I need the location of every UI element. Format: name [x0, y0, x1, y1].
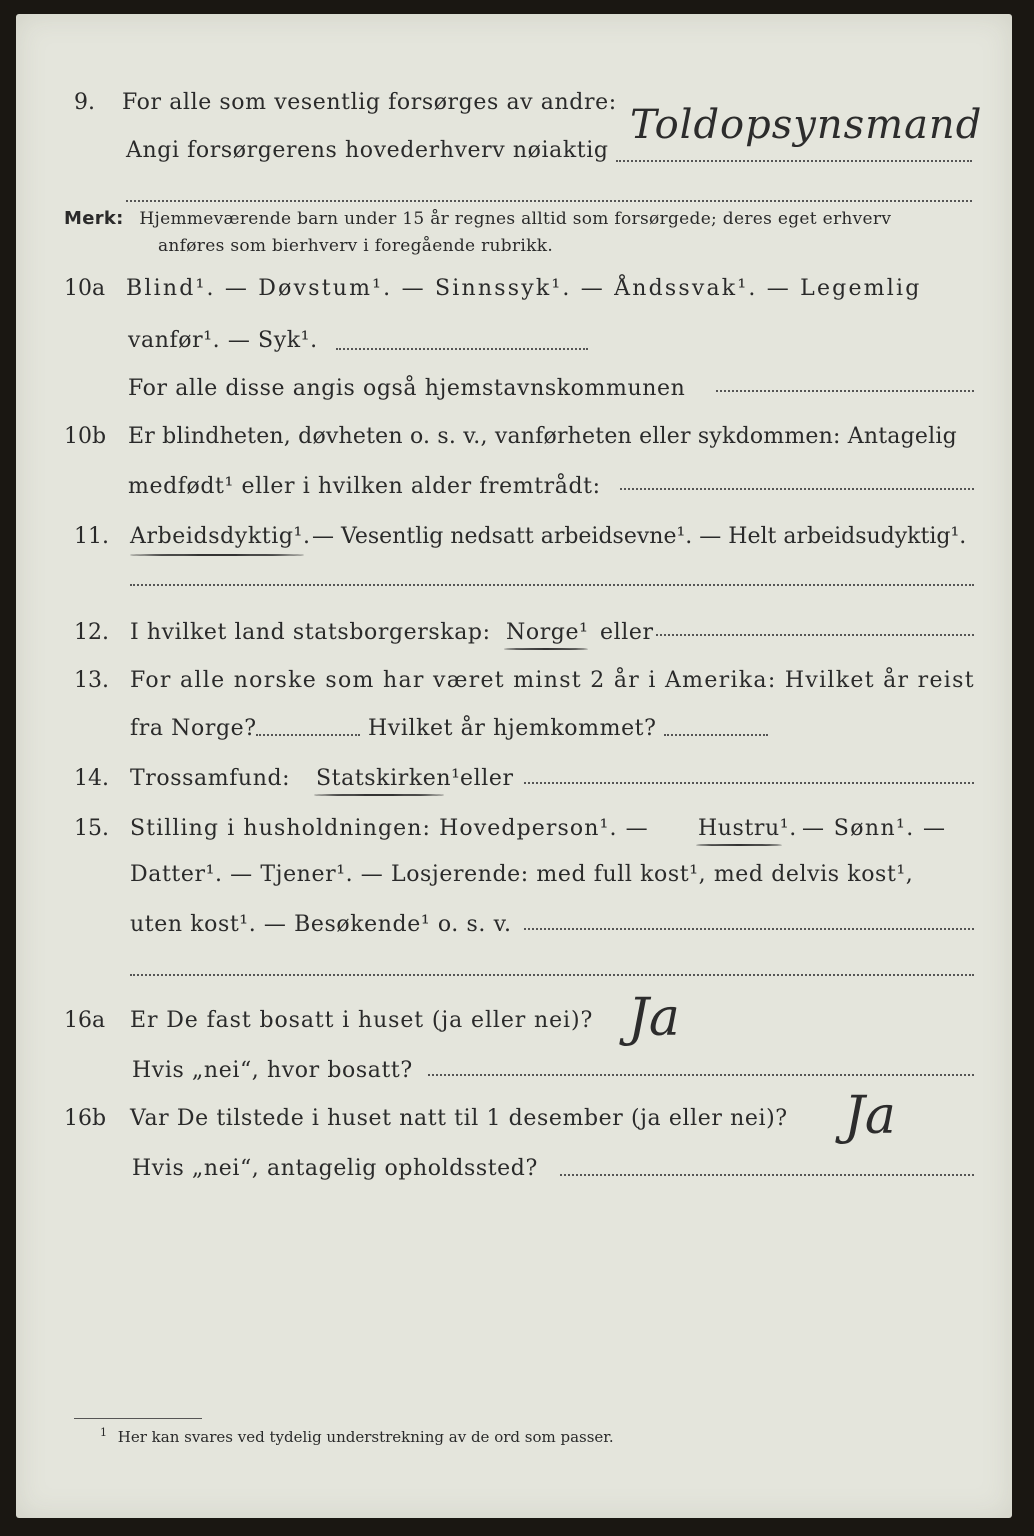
q14-post: eller — [460, 766, 514, 791]
q15-answer-line — [524, 928, 974, 930]
q12-opt-norge: Norge¹ — [506, 620, 589, 645]
q13-reist: fra Norge? — [130, 716, 257, 741]
q16a-line1: Er De fast bosatt i huset (ja eller nei)? — [130, 1008, 594, 1033]
q15-opt-hustru: Hustru¹. — [698, 816, 797, 841]
q11-number: 11. — [74, 524, 109, 549]
q10a-number: 10a — [64, 276, 106, 301]
q12-underline — [504, 648, 588, 650]
q10a-line2: vanfør¹. — Syk¹. — [128, 328, 318, 353]
q12-answer-line — [656, 634, 974, 636]
q11-rest: — Vesentlig nedsatt arbeidsevne¹. — Helt arbeidsudyktig¹. — [312, 524, 967, 549]
q16b-line2: Hvis „nei“, antagelig opholdssted? — [132, 1156, 538, 1181]
q10b-answer-line — [620, 488, 974, 490]
q13-number: 13. — [74, 668, 109, 693]
q14-opt-statskirken: Statskirken¹ — [316, 766, 461, 791]
q10b-line2: medfødt¹ eller i hvilken alder fremtrådt: — [128, 474, 601, 499]
q13-line1: For alle norske som har været minst 2 år i Amerika: Hvilket år reist — [130, 668, 975, 693]
q9-number: 9. — [74, 90, 95, 115]
q9-extra-line — [126, 200, 972, 202]
q13-hjemkommet-line — [664, 734, 768, 736]
q15-extra-line — [130, 974, 974, 976]
q16a-number: 16a — [64, 1008, 106, 1033]
q14-pre: Trossamfund: — [130, 766, 291, 791]
merk-label: Merk: — [64, 208, 124, 229]
footnote — [100, 1426, 614, 1446]
q16a-handwritten-answer: Ja — [628, 988, 680, 1048]
q15-line1b: — Sønn¹. — — [802, 816, 947, 841]
q9-handwritten-answer: Toldopsynsmand — [630, 102, 983, 148]
q9-line2: Angi forsørgerens hovederhverv nøiaktig — [126, 138, 609, 163]
q11-extra-line — [130, 584, 974, 586]
q16a-line2: Hvis „nei“, hvor bosatt? — [132, 1058, 413, 1083]
q12-post: eller — [600, 620, 654, 645]
q10a-line3: For alle disse angis også hjemstavnskommunen — [128, 376, 686, 401]
q13-hjemkommet: Hvilket år hjemkommet? — [368, 716, 657, 741]
q9-line1: For alle som vesentlig forsørges av andre: — [122, 90, 617, 115]
q14-number: 14. — [74, 766, 109, 791]
q16a-answer-line — [428, 1074, 974, 1076]
q16b-line1: Var De tilstede i huset natt til 1 desember (ja eller nei)? — [130, 1106, 788, 1131]
q10b-number: 10b — [64, 424, 107, 449]
q10a-hjemstavn-line — [716, 390, 974, 392]
q14-answer-line — [524, 782, 974, 784]
footnote-text: Her kan svares ved tydelig understrekning av de ord som passer. — [117, 1428, 614, 1446]
q10b-line1: Er blindheten, døvheten o. s. v., vanførheten eller sykdommen: Antagelig — [128, 424, 957, 449]
q15-line1a: Stilling i husholdningen: Hovedperson¹. — — [130, 816, 649, 841]
q15-underline — [696, 844, 782, 846]
q13-reist-line — [256, 734, 360, 736]
q16b-number: 16b — [64, 1106, 107, 1131]
census-form-page — [16, 14, 1012, 1518]
q10a-syk-line — [336, 348, 588, 350]
q16b-answer-line — [560, 1174, 974, 1176]
q12-pre: I hvilket land statsborgerskap: — [130, 620, 491, 645]
q15-line3: uten kost¹. — Besøkende¹ o. s. v. — [130, 912, 512, 937]
merk-text1: Hjemmeværende barn under 15 år regnes alltid som forsørgede; deres eget erhverv — [139, 209, 892, 229]
merk-text2: anføres som bierhverv i foregående rubrikk. — [158, 236, 554, 256]
q16b-handwritten-answer: Ja — [844, 1086, 896, 1146]
footnote-rule — [74, 1418, 202, 1419]
q11-opt-arbeidsdyktig: Arbeidsdyktig¹. — [130, 524, 311, 549]
q10a-line1: Blind¹. — Døvstum¹. — Sinnssyk¹. — Åndssvak¹. — Legemlig — [126, 276, 922, 301]
q14-underline — [314, 794, 444, 796]
q9-answer-line — [616, 160, 972, 162]
q11-underline — [130, 554, 304, 556]
q12-number: 12. — [74, 620, 109, 645]
merk-note-line1 — [64, 208, 891, 229]
q15-number: 15. — [74, 816, 109, 841]
q15-line2: Datter¹. — Tjener¹. — Losjerende: med full kost¹, med delvis kost¹, — [130, 862, 914, 887]
footnote-mark: 1 — [100, 1426, 107, 1439]
